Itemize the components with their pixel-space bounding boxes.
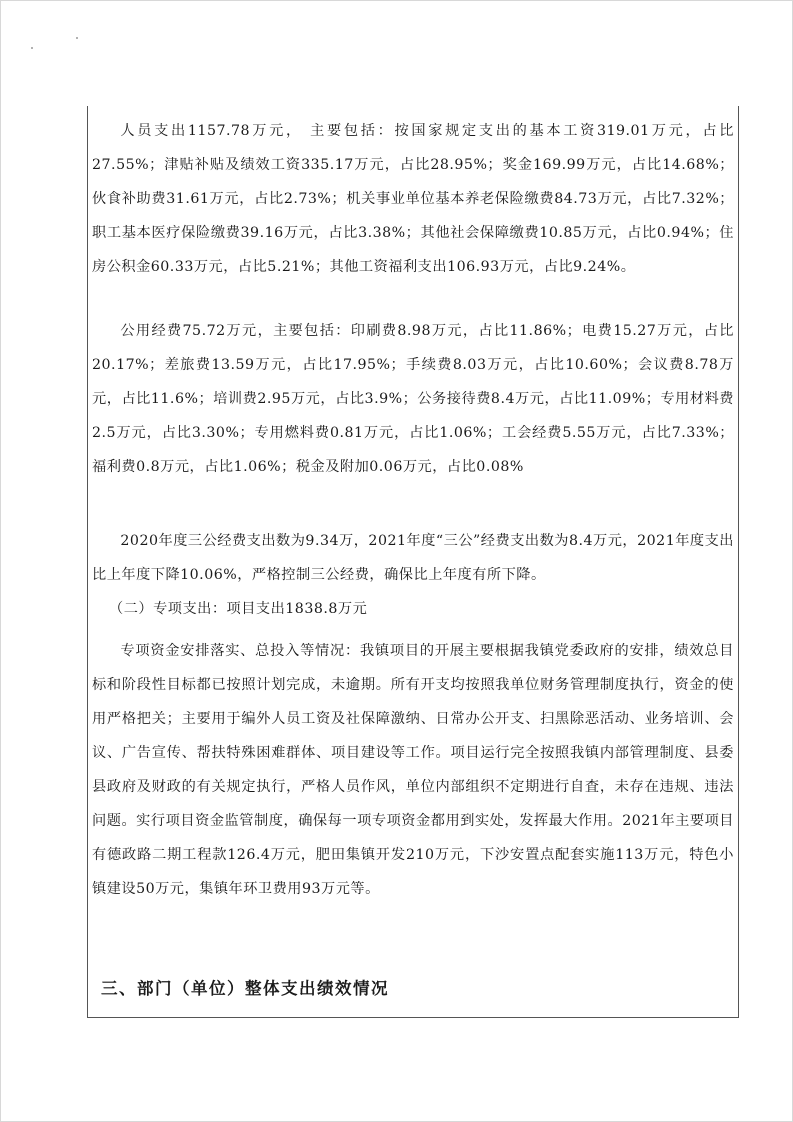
public-funds-block (87, 314, 739, 484)
special-detail-block (87, 634, 739, 906)
scan-speck (76, 37, 78, 39)
special-expenditure-heading: （二）专项支出：项目支出1838.8万元 (109, 601, 368, 617)
personnel-expenditure-paragraph: 人员支出1157.78万元， 主要包括：按国家规定支出的基本工资319.01万元，占比27.55%；津贴补贴及绩效工资335.17万元，占比28.95%；奖金169.99万元，占比14.68%；伙食补助费31.61万元，占比2.73%；机关事业单位基本养老保险缴费84.73万元，占比7.32%；职工基本医疗保险缴费39.16万元，占比3.38%；其他社会保障缴费10.85万元，占比0.94%；住房公积金60.33万元，占比5.21%；其他工资福利支出106.93万元，占比9.24%。 (92, 123, 734, 275)
public-funds-paragraph: 公用经费75.72万元，主要包括：印刷费8.98万元，占比11.86%；电费15.27万元，占比20.17%；差旅费13.59万元，占比17.95%；手续费8.03万元，占比10.60%；会议费8.78万元，占比11.6%；培训费2.95万元，占比3.9%；公务接待费8.4万元，占比11.09%；专用材料费2.5万元，占比3.30%；专用燃料费0.81万元，占比1.06%；工会经费5.55万元，占比7.33%；福利费0.8万元，占比1.06%；税金及附加0.06万元，占比0.08% (92, 323, 734, 475)
personnel-block (87, 114, 739, 284)
section-title: 三、部门（单位）整体支出绩效情况 (101, 979, 389, 998)
special-funds-paragraph: 专项资金安排落实、总投入等情况：我镇项目的开展主要根据我镇党委政府的安排，绩效总目标和阶段性目标都已按照计划完成，未逾期。所有开支均按照我单位财务管理制度执行，资金的使用严格把关；主要用于编外人员工资及社保障激纳、日常办公开支、扫黑除恶活动、业务培训、会议、广告宣传、帮扶特殊困难群体、项目建设等工作。项目运行完全按照我镇内部管理制度、县委县政府及财政的有关规定执行，严格人员作风，单位内部组织不定期进行自査，未存在违规、违法问题。实行项目资金监管制度，确保每一项专项资金都用到实处，发挥最大作用。2021年主要项目有德政路二期工程款126.4万元，肥田集镇开发210万元，下沙安置点配套实施113万元，特色小镇建设50万元，集镇年环卫费用93万元等。 (92, 643, 734, 897)
three-public-block (87, 524, 739, 592)
scan-speck (31, 47, 33, 49)
three-public-paragraph: 2020年度三公经费支出数为9.34万，2021年度“三公”经费支出数为8.4万元，2021年度支出比上年度下降10.06%，严格控制三公经费，确保比上年度有所下降。 (92, 533, 734, 583)
special-heading-block (87, 592, 739, 626)
